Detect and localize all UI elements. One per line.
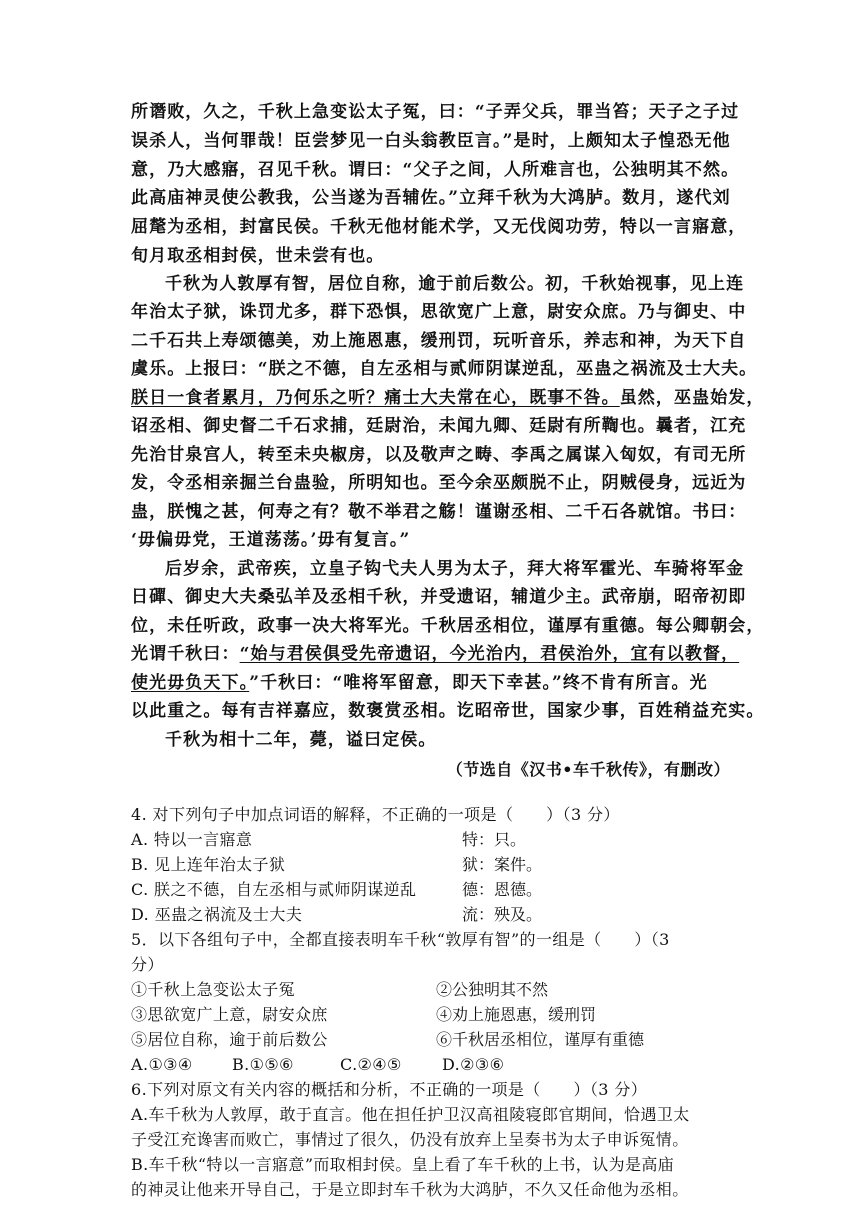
passage-line: 此高庙神灵使公教我，公当遂为吾辅佐。”立拜千秋为大鸿胪。数月，遂代刘	[131, 188, 731, 208]
q6-option-line: B.车千秋“特以一言寤意”而取相封侯。皇上看了车千秋的上书，认为是高庙	[131, 1155, 675, 1174]
passage-line: 先治甘泉宫人，转至未央椒房，以及敬声之畴、李禹之属谋入匈奴，有司无所	[131, 445, 747, 465]
passage-text: 虽然，巫蛊始发，	[619, 388, 765, 408]
question-6-stem: 6.下列对原文有关内容的概括和分析，不正确的一项是（ ）（3 分）	[131, 1080, 648, 1099]
q6-option-line: 的神灵让他来开导自己，于是立即封车千秋为大鸿胪，不久又任命他为丞相。	[131, 1180, 689, 1199]
q4-option-d: D. 巫蛊之祸流及士大夫	[131, 905, 303, 924]
underlined-sentence: “始与君侯俱受先帝遗诏，今光治内，君侯治外，宜有以教督，	[239, 644, 740, 664]
q5-choice-c: C.②④⑤	[340, 1055, 402, 1074]
passage-line: 二千石共上寿颂德美，劝上施恩惠，缓刑罚，玩听音乐，养志和神，为天下自	[131, 331, 747, 351]
q6-option-line: A.车千秋为人敦厚，敢于直言。他在担任护卫汉高祖陵寝郎官期间，恰遇卫太	[131, 1105, 690, 1124]
question-4-stem: 4. 对下列句子中加点词语的解释，不正确的一项是（ ）（3 分）	[131, 805, 620, 824]
q5-item: ③思欲宽广上意，尉安众庶	[131, 1005, 328, 1024]
underlined-sentence: 朕日一食者累月，乃何乐之听？痛士大夫常在心，既事不咎。	[131, 388, 620, 408]
passage-line: ‘毋偏毋党，王道荡荡。’毋有复言。”	[131, 530, 411, 550]
passage-line: 所谮败，久之，千秋上急变讼太子冤，曰：“子弄父兵，罪当笞；天子之子过	[131, 102, 740, 122]
passage-text: ”千秋曰：“唯将军留意，即天下幸甚。”终不肯有所言。光	[249, 673, 708, 693]
passage-line: 误杀人，当何罪哉！臣尝梦见一白头翁教臣言。”是时，上颇知太子惶恐无他	[131, 131, 731, 151]
passage-line: 位，未任听政，政事一决大将军光。千秋居丞相位，谨厚有重德。每公卿朝会，	[131, 616, 765, 636]
passage-source: （节选自《汉书•车千秋传》，有删改）	[446, 760, 730, 779]
q4-option-b: B. 见上连年治太子狱	[131, 855, 286, 874]
q5-choice-b: B.①⑤⑥	[232, 1055, 294, 1074]
q6-option-line: 子受江充谗害而败亡，事情过了很久，仍没有放弃上呈奏书为太子申诉冤情。	[131, 1130, 689, 1149]
q4-option-a: A. 特以一言寤意	[131, 830, 253, 849]
passage-line: 发，令丞相亲掘兰台蛊验，所明知也。至今余巫颇脱不止，阴贼侵身，远近为	[131, 473, 747, 493]
passage-line: 蛊，朕愧之甚，何寿之有？敬不举君之觞！谨谢丞相、二千石各就馆。书曰：	[131, 502, 747, 522]
passage-line: 屈氂为丞相，封富民侯。千秋无他材能术学，又无伐阅功劳，特以一言寤意，	[131, 217, 747, 237]
q5-item: ②公独明其不然	[436, 980, 549, 999]
passage-line: 千秋为人敦厚有智，居位自称，逾于前后数公。初，千秋始视事，见上连	[165, 274, 745, 294]
passage-line: 千秋为相十二年，薨，谥曰定侯。	[165, 730, 437, 750]
passage-line: 虞乐。上报曰：“朕之不德，自左丞相与贰师阴谋逆乱，巫蛊之祸流及士大夫。	[131, 359, 758, 379]
passage-line: 以此重之。每有吉祥嘉应，数褒赏丞相。讫昭帝世，国家少事，百姓稍益充实。	[131, 701, 765, 721]
question-5-stem-cont: 分）	[131, 955, 164, 974]
passage-text: 光谓千秋曰：	[131, 644, 240, 664]
passage-line	[131, 640, 741, 668]
passage-line: 旬月取丞相封侯，世未尝有也。	[131, 246, 385, 266]
q4-option-b-explanation: 狱：案件。	[462, 855, 543, 874]
q5-item: ⑤居位自称，逾于前后数公	[131, 1030, 328, 1049]
passage-line: 日磾、御史大夫桑弘羊及丞相千秋，并受遗诏，辅道少主。武帝崩，昭帝初即	[131, 587, 747, 607]
passage-line: 意，乃大感寤，召见千秋。谓曰：“父子之间，人所难言也，公独明其不然。	[131, 160, 740, 180]
q5-item: ①千秋上急变讼太子冤	[131, 980, 296, 999]
q4-option-a-explanation: 特：只。	[462, 830, 527, 849]
q4-option-c: C. 朕之不德，自左丞相与贰师阴谋逆乱	[131, 880, 417, 899]
underlined-sentence: 使光毋负天下。	[131, 673, 250, 693]
q4-option-d-explanation: 流：殃及。	[462, 905, 543, 924]
q4-option-c-explanation: 德：恩德。	[462, 880, 543, 899]
q5-item: ④劝上施恩惠，缓刑罚	[436, 1005, 597, 1024]
q5-choice-a: A.①③④	[131, 1055, 193, 1074]
passage-line: 后岁余，武帝疾，立皇子钩弋夫人男为太子，拜大将军霍光、车骑将军金	[165, 559, 745, 579]
q5-item: ⑥千秋居丞相位，谨厚有重德	[436, 1030, 645, 1049]
passage-line	[131, 669, 741, 697]
q5-choice-d: D.②③⑥	[442, 1055, 505, 1074]
passage-line: 年治太子狱，诛罚尤多，群下恐惧，思欲宽广上意，尉安众庶。乃与御史、中	[131, 302, 747, 322]
passage-line	[131, 384, 765, 412]
passage-line: 诏丞相、御史督二千石求捕，廷尉治，未闻九卿、廷尉有所鞫也。曩者，江充	[131, 416, 747, 436]
question-5-stem: 5．以下各组句子中，全都直接表明车千秋“敦厚有智”的一组是（ ）（3	[131, 930, 670, 949]
